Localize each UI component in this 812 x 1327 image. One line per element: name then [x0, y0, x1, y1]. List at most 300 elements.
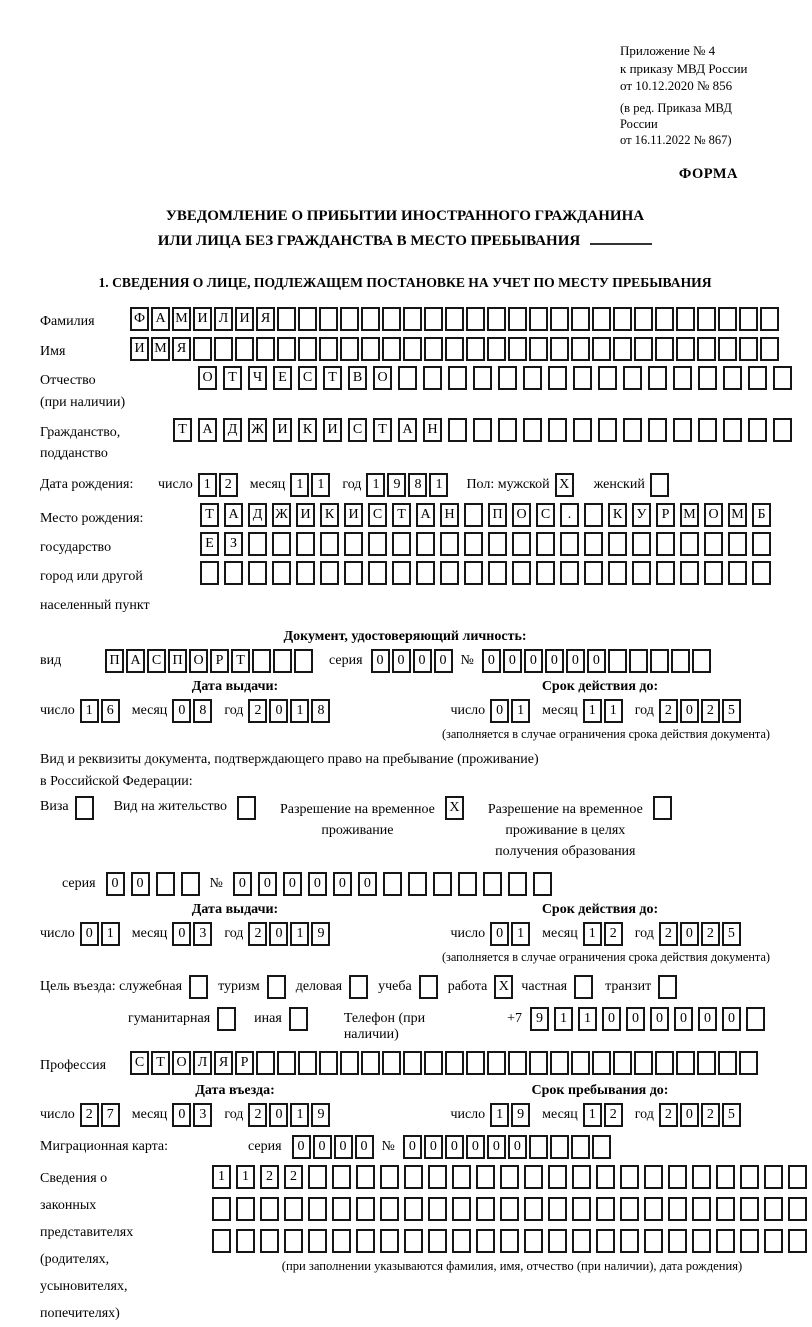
- doc-valid-day-cells[interactable]: [490, 699, 532, 723]
- char-cell[interactable]: [464, 561, 483, 585]
- char-cell[interactable]: X: [494, 975, 513, 999]
- char-cell[interactable]: [644, 1197, 663, 1221]
- char-cell[interactable]: [634, 307, 653, 331]
- char-cell[interactable]: [592, 307, 611, 331]
- char-cell[interactable]: [403, 337, 422, 361]
- purpose-work-checkbox[interactable]: [494, 975, 515, 999]
- char-cell[interactable]: 0: [487, 1135, 506, 1159]
- char-cell[interactable]: Т: [173, 418, 192, 442]
- phone-cells[interactable]: [530, 1007, 770, 1031]
- char-cell[interactable]: Т: [373, 418, 392, 442]
- char-cell[interactable]: 2: [80, 1103, 99, 1127]
- stay-day-cells[interactable]: [490, 1103, 532, 1127]
- char-cell[interactable]: [340, 1051, 359, 1075]
- char-cell[interactable]: [356, 1229, 375, 1253]
- char-cell[interactable]: [704, 532, 723, 556]
- char-cell[interactable]: [718, 307, 737, 331]
- char-cell[interactable]: [392, 532, 411, 556]
- birth-month-cells[interactable]: [290, 473, 332, 497]
- char-cell[interactable]: Т: [323, 366, 342, 390]
- char-cell[interactable]: [655, 307, 674, 331]
- char-cell[interactable]: П: [105, 649, 124, 673]
- char-cell[interactable]: [548, 1165, 567, 1189]
- char-cell[interactable]: [697, 337, 716, 361]
- char-cell[interactable]: [260, 1229, 279, 1253]
- char-cell[interactable]: 0: [424, 1135, 443, 1159]
- char-cell[interactable]: 2: [604, 922, 623, 946]
- char-cell[interactable]: [277, 307, 296, 331]
- char-cell[interactable]: [560, 532, 579, 556]
- char-cell[interactable]: [193, 337, 212, 361]
- char-cell[interactable]: [680, 561, 699, 585]
- char-cell[interactable]: 0: [233, 872, 252, 896]
- char-cell[interactable]: [608, 649, 627, 673]
- char-cell[interactable]: [340, 307, 359, 331]
- char-cell[interactable]: [361, 337, 380, 361]
- char-cell[interactable]: [648, 418, 667, 442]
- char-cell[interactable]: 0: [587, 649, 606, 673]
- char-cell[interactable]: П: [168, 649, 187, 673]
- char-cell[interactable]: [296, 532, 315, 556]
- char-cell[interactable]: 0: [545, 649, 564, 673]
- char-cell[interactable]: 0: [722, 1007, 741, 1031]
- char-cell[interactable]: [361, 1051, 380, 1075]
- char-cell[interactable]: [289, 1007, 308, 1031]
- char-cell[interactable]: [382, 337, 401, 361]
- char-cell[interactable]: [298, 337, 317, 361]
- doc-number-cells[interactable]: [482, 649, 713, 673]
- purpose-other-checkbox[interactable]: [289, 1007, 310, 1031]
- char-cell[interactable]: [571, 307, 590, 331]
- char-cell[interactable]: 1: [583, 1103, 602, 1127]
- char-cell[interactable]: [424, 337, 443, 361]
- char-cell[interactable]: [464, 503, 483, 527]
- char-cell[interactable]: 0: [503, 649, 522, 673]
- birthplace-cells-row1[interactable]: [200, 503, 776, 527]
- birth-day-cells[interactable]: [198, 473, 240, 497]
- char-cell[interactable]: [788, 1165, 807, 1189]
- char-cell[interactable]: В: [348, 366, 367, 390]
- char-cell[interactable]: 1: [198, 473, 217, 497]
- char-cell[interactable]: С: [298, 366, 317, 390]
- char-cell[interactable]: [294, 649, 313, 673]
- birthplace-cells-row3[interactable]: [200, 561, 776, 585]
- char-cell[interactable]: [746, 1007, 765, 1031]
- char-cell[interactable]: 0: [490, 922, 509, 946]
- char-cell[interactable]: 0: [650, 1007, 669, 1031]
- char-cell[interactable]: 1: [311, 473, 330, 497]
- char-cell[interactable]: П: [488, 503, 507, 527]
- char-cell[interactable]: И: [193, 307, 212, 331]
- char-cell[interactable]: [236, 1229, 255, 1253]
- char-cell[interactable]: 0: [403, 1135, 422, 1159]
- char-cell[interactable]: [704, 561, 723, 585]
- char-cell[interactable]: [752, 532, 771, 556]
- char-cell[interactable]: [416, 561, 435, 585]
- char-cell[interactable]: 3: [193, 1103, 212, 1127]
- char-cell[interactable]: [698, 366, 717, 390]
- char-cell[interactable]: 9: [311, 1103, 330, 1127]
- char-cell[interactable]: [697, 1051, 716, 1075]
- resdoc-valid-day-cells[interactable]: [490, 922, 532, 946]
- char-cell[interactable]: [698, 418, 717, 442]
- char-cell[interactable]: 2: [604, 1103, 623, 1127]
- char-cell[interactable]: [676, 1051, 695, 1075]
- char-cell[interactable]: 0: [413, 649, 432, 673]
- char-cell[interactable]: [613, 307, 632, 331]
- char-cell[interactable]: 2: [248, 699, 267, 723]
- purpose-humanitarian-checkbox[interactable]: [217, 1007, 238, 1031]
- char-cell[interactable]: 1: [290, 473, 309, 497]
- char-cell[interactable]: [632, 532, 651, 556]
- char-cell[interactable]: [613, 1051, 632, 1075]
- char-cell[interactable]: [648, 366, 667, 390]
- char-cell[interactable]: [248, 561, 267, 585]
- char-cell[interactable]: [404, 1197, 423, 1221]
- char-cell[interactable]: С: [147, 649, 166, 673]
- char-cell[interactable]: [676, 307, 695, 331]
- char-cell[interactable]: [718, 337, 737, 361]
- char-cell[interactable]: [340, 337, 359, 361]
- char-cell[interactable]: [536, 532, 555, 556]
- char-cell[interactable]: [320, 532, 339, 556]
- char-cell[interactable]: 9: [530, 1007, 549, 1031]
- char-cell[interactable]: 0: [482, 649, 501, 673]
- char-cell[interactable]: А: [224, 503, 243, 527]
- char-cell[interactable]: [445, 307, 464, 331]
- char-cell[interactable]: У: [632, 503, 651, 527]
- char-cell[interactable]: 0: [131, 872, 150, 896]
- doc-issue-day-cells[interactable]: [80, 699, 122, 723]
- char-cell[interactable]: [487, 307, 506, 331]
- char-cell[interactable]: 1: [583, 922, 602, 946]
- char-cell[interactable]: Е: [273, 366, 292, 390]
- migcard-number-cells[interactable]: [403, 1135, 613, 1159]
- char-cell[interactable]: И: [344, 503, 363, 527]
- char-cell[interactable]: [573, 418, 592, 442]
- char-cell[interactable]: О: [189, 649, 208, 673]
- char-cell[interactable]: О: [512, 503, 531, 527]
- char-cell[interactable]: [189, 975, 208, 999]
- char-cell[interactable]: [692, 649, 711, 673]
- char-cell[interactable]: 1: [80, 699, 99, 723]
- char-cell[interactable]: [440, 532, 459, 556]
- char-cell[interactable]: [473, 366, 492, 390]
- char-cell[interactable]: А: [198, 418, 217, 442]
- char-cell[interactable]: Д: [248, 503, 267, 527]
- entry-day-cells[interactable]: [80, 1103, 122, 1127]
- char-cell[interactable]: 0: [333, 872, 352, 896]
- char-cell[interactable]: 2: [659, 922, 678, 946]
- char-cell[interactable]: М: [680, 503, 699, 527]
- char-cell[interactable]: [428, 1197, 447, 1221]
- char-cell[interactable]: З: [224, 532, 243, 556]
- purpose-tourism-checkbox[interactable]: [267, 975, 288, 999]
- char-cell[interactable]: [548, 418, 567, 442]
- char-cell[interactable]: [75, 796, 94, 820]
- char-cell[interactable]: [487, 337, 506, 361]
- char-cell[interactable]: 0: [490, 699, 509, 723]
- char-cell[interactable]: [466, 307, 485, 331]
- char-cell[interactable]: 9: [311, 922, 330, 946]
- char-cell[interactable]: [560, 561, 579, 585]
- char-cell[interactable]: [217, 1007, 236, 1031]
- char-cell[interactable]: [448, 366, 467, 390]
- char-cell[interactable]: И: [130, 337, 149, 361]
- char-cell[interactable]: 0: [698, 1007, 717, 1031]
- char-cell[interactable]: 2: [659, 1103, 678, 1127]
- char-cell[interactable]: [408, 872, 427, 896]
- surname-cells[interactable]: [130, 307, 781, 331]
- char-cell[interactable]: [673, 418, 692, 442]
- char-cell[interactable]: [524, 1197, 543, 1221]
- char-cell[interactable]: [440, 561, 459, 585]
- char-cell[interactable]: Я: [214, 1051, 233, 1075]
- char-cell[interactable]: [650, 649, 669, 673]
- char-cell[interactable]: 0: [283, 872, 302, 896]
- char-cell[interactable]: [256, 337, 275, 361]
- char-cell[interactable]: [739, 1051, 758, 1075]
- char-cell[interactable]: [529, 307, 548, 331]
- residence-permit-checkbox[interactable]: [237, 796, 258, 820]
- char-cell[interactable]: [267, 975, 286, 999]
- char-cell[interactable]: [508, 307, 527, 331]
- char-cell[interactable]: [256, 1051, 275, 1075]
- char-cell[interactable]: О: [373, 366, 392, 390]
- char-cell[interactable]: 0: [524, 649, 543, 673]
- char-cell[interactable]: [728, 532, 747, 556]
- char-cell[interactable]: [620, 1165, 639, 1189]
- char-cell[interactable]: 0: [466, 1135, 485, 1159]
- char-cell[interactable]: [298, 307, 317, 331]
- char-cell[interactable]: 0: [680, 699, 699, 723]
- char-cell[interactable]: 1: [290, 1103, 309, 1127]
- char-cell[interactable]: Р: [210, 649, 229, 673]
- char-cell[interactable]: [508, 872, 527, 896]
- female-checkbox[interactable]: [650, 473, 671, 497]
- char-cell[interactable]: 0: [358, 872, 377, 896]
- char-cell[interactable]: А: [398, 418, 417, 442]
- name-cells[interactable]: [130, 337, 781, 361]
- char-cell[interactable]: [623, 418, 642, 442]
- char-cell[interactable]: [788, 1197, 807, 1221]
- char-cell[interactable]: [608, 532, 627, 556]
- char-cell[interactable]: 1: [578, 1007, 597, 1031]
- char-cell[interactable]: 2: [701, 922, 720, 946]
- char-cell[interactable]: А: [151, 307, 170, 331]
- char-cell[interactable]: 0: [269, 922, 288, 946]
- char-cell[interactable]: [356, 1197, 375, 1221]
- char-cell[interactable]: М: [728, 503, 747, 527]
- char-cell[interactable]: [764, 1229, 783, 1253]
- char-cell[interactable]: [308, 1197, 327, 1221]
- char-cell[interactable]: 0: [355, 1135, 374, 1159]
- char-cell[interactable]: [212, 1229, 231, 1253]
- char-cell[interactable]: Т: [223, 366, 242, 390]
- char-cell[interactable]: К: [608, 503, 627, 527]
- char-cell[interactable]: Р: [656, 503, 675, 527]
- char-cell[interactable]: [488, 532, 507, 556]
- char-cell[interactable]: 1: [236, 1165, 255, 1189]
- char-cell[interactable]: [308, 1165, 327, 1189]
- char-cell[interactable]: 0: [680, 922, 699, 946]
- char-cell[interactable]: [382, 307, 401, 331]
- char-cell[interactable]: Л: [193, 1051, 212, 1075]
- char-cell[interactable]: Т: [231, 649, 250, 673]
- char-cell[interactable]: О: [172, 1051, 191, 1075]
- char-cell[interactable]: 0: [434, 649, 453, 673]
- char-cell[interactable]: [445, 337, 464, 361]
- representatives-cells-row3[interactable]: [212, 1229, 812, 1253]
- char-cell[interactable]: [740, 1197, 759, 1221]
- char-cell[interactable]: [500, 1165, 519, 1189]
- char-cell[interactable]: 1: [290, 699, 309, 723]
- char-cell[interactable]: [508, 337, 527, 361]
- char-cell[interactable]: [380, 1229, 399, 1253]
- char-cell[interactable]: [452, 1197, 471, 1221]
- char-cell[interactable]: [361, 307, 380, 331]
- char-cell[interactable]: [655, 1051, 674, 1075]
- char-cell[interactable]: [445, 1051, 464, 1075]
- char-cell[interactable]: [739, 307, 758, 331]
- char-cell[interactable]: [476, 1229, 495, 1253]
- representatives-cells-row1[interactable]: [212, 1165, 812, 1189]
- char-cell[interactable]: [523, 418, 542, 442]
- char-cell[interactable]: 0: [80, 922, 99, 946]
- profession-cells[interactable]: [130, 1051, 760, 1075]
- char-cell[interactable]: М: [151, 337, 170, 361]
- char-cell[interactable]: [476, 1197, 495, 1221]
- birth-year-cells[interactable]: [366, 473, 450, 497]
- char-cell[interactable]: И: [296, 503, 315, 527]
- char-cell[interactable]: [608, 561, 627, 585]
- citizenship-cells[interactable]: [173, 418, 798, 442]
- char-cell[interactable]: [572, 1165, 591, 1189]
- char-cell[interactable]: 5: [722, 1103, 741, 1127]
- char-cell[interactable]: [156, 872, 175, 896]
- representatives-cells-row2[interactable]: [212, 1197, 812, 1221]
- char-cell[interactable]: [424, 1051, 443, 1075]
- char-cell[interactable]: А: [126, 649, 145, 673]
- char-cell[interactable]: 5: [722, 699, 741, 723]
- char-cell[interactable]: .: [560, 503, 579, 527]
- char-cell[interactable]: [260, 1197, 279, 1221]
- char-cell[interactable]: [428, 1165, 447, 1189]
- char-cell[interactable]: И: [235, 307, 254, 331]
- char-cell[interactable]: [284, 1229, 303, 1253]
- purpose-study-checkbox[interactable]: [419, 975, 440, 999]
- char-cell[interactable]: [428, 1229, 447, 1253]
- char-cell[interactable]: 0: [313, 1135, 332, 1159]
- char-cell[interactable]: [548, 1197, 567, 1221]
- char-cell[interactable]: [308, 1229, 327, 1253]
- char-cell[interactable]: 7: [101, 1103, 120, 1127]
- char-cell[interactable]: [596, 1197, 615, 1221]
- char-cell[interactable]: [574, 975, 593, 999]
- char-cell[interactable]: Я: [172, 337, 191, 361]
- char-cell[interactable]: [748, 418, 767, 442]
- char-cell[interactable]: [740, 1229, 759, 1253]
- char-cell[interactable]: [273, 649, 292, 673]
- char-cell[interactable]: [764, 1197, 783, 1221]
- char-cell[interactable]: Т: [200, 503, 219, 527]
- char-cell[interactable]: Ф: [130, 307, 149, 331]
- char-cell[interactable]: [403, 1051, 422, 1075]
- char-cell[interactable]: 0: [172, 1103, 191, 1127]
- char-cell[interactable]: Д: [223, 418, 242, 442]
- char-cell[interactable]: [277, 1051, 296, 1075]
- char-cell[interactable]: [634, 1051, 653, 1075]
- char-cell[interactable]: [592, 1051, 611, 1075]
- char-cell[interactable]: [571, 1135, 590, 1159]
- char-cell[interactable]: [692, 1165, 711, 1189]
- char-cell[interactable]: [332, 1165, 351, 1189]
- resdoc-issue-month-cells[interactable]: [172, 922, 214, 946]
- char-cell[interactable]: [632, 561, 651, 585]
- char-cell[interactable]: [344, 532, 363, 556]
- char-cell[interactable]: [655, 337, 674, 361]
- char-cell[interactable]: С: [368, 503, 387, 527]
- char-cell[interactable]: [344, 561, 363, 585]
- doc-series-cells[interactable]: [371, 649, 455, 673]
- char-cell[interactable]: [680, 532, 699, 556]
- char-cell[interactable]: 6: [101, 699, 120, 723]
- char-cell[interactable]: 2: [659, 699, 678, 723]
- char-cell[interactable]: К: [320, 503, 339, 527]
- char-cell[interactable]: 0: [334, 1135, 353, 1159]
- char-cell[interactable]: 1: [212, 1165, 231, 1189]
- char-cell[interactable]: [740, 1165, 759, 1189]
- char-cell[interactable]: [739, 337, 758, 361]
- char-cell[interactable]: [572, 1197, 591, 1221]
- purpose-private-checkbox[interactable]: [574, 975, 595, 999]
- purpose-transit-checkbox[interactable]: [658, 975, 679, 999]
- patronymic-cells[interactable]: [198, 366, 798, 390]
- char-cell[interactable]: [424, 307, 443, 331]
- char-cell[interactable]: [656, 532, 675, 556]
- char-cell[interactable]: [319, 307, 338, 331]
- char-cell[interactable]: [788, 1229, 807, 1253]
- char-cell[interactable]: [476, 1165, 495, 1189]
- char-cell[interactable]: [498, 366, 517, 390]
- char-cell[interactable]: [623, 366, 642, 390]
- char-cell[interactable]: [392, 561, 411, 585]
- char-cell[interactable]: [332, 1197, 351, 1221]
- char-cell[interactable]: 3: [193, 922, 212, 946]
- char-cell[interactable]: [671, 649, 690, 673]
- char-cell[interactable]: [668, 1229, 687, 1253]
- char-cell[interactable]: [653, 796, 672, 820]
- char-cell[interactable]: Н: [423, 418, 442, 442]
- char-cell[interactable]: [634, 337, 653, 361]
- doc-issue-month-cells[interactable]: [172, 699, 214, 723]
- stay-year-cells[interactable]: [659, 1103, 743, 1127]
- char-cell[interactable]: [237, 796, 256, 820]
- char-cell[interactable]: [200, 561, 219, 585]
- char-cell[interactable]: [419, 975, 438, 999]
- char-cell[interactable]: [692, 1197, 711, 1221]
- char-cell[interactable]: 1: [554, 1007, 573, 1031]
- male-checkbox[interactable]: [555, 473, 576, 497]
- visa-checkbox[interactable]: [75, 796, 96, 820]
- char-cell[interactable]: [598, 418, 617, 442]
- char-cell[interactable]: [598, 366, 617, 390]
- char-cell[interactable]: [716, 1165, 735, 1189]
- char-cell[interactable]: [284, 1197, 303, 1221]
- char-cell[interactable]: [723, 366, 742, 390]
- char-cell[interactable]: [383, 872, 402, 896]
- char-cell[interactable]: [692, 1229, 711, 1253]
